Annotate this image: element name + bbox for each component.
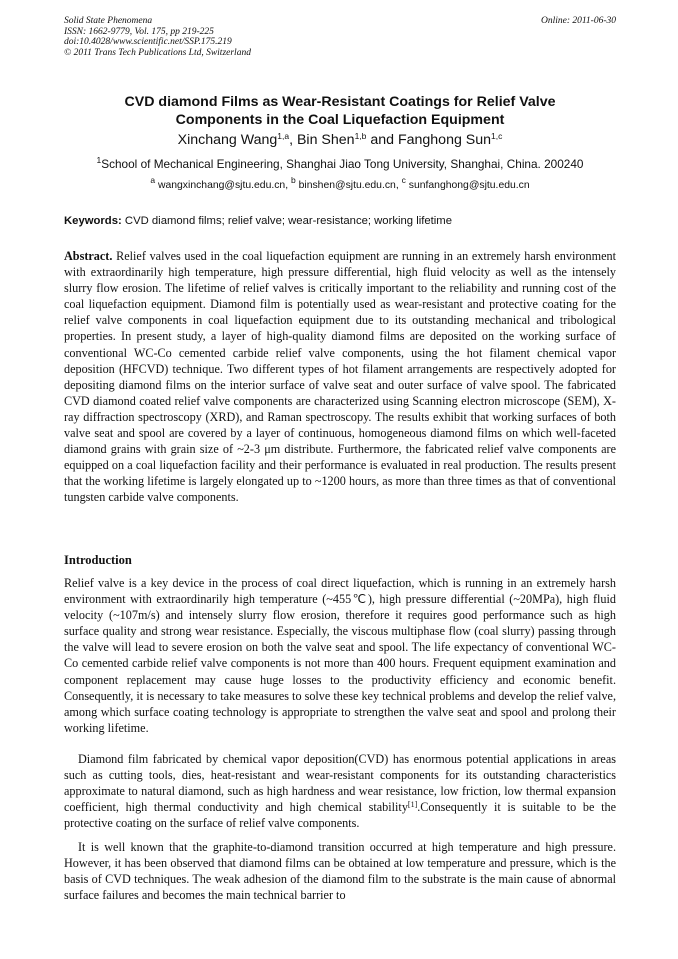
affiliation-text: School of Mechanical Engineering, Shanghai Jiao Tong University, Shanghai, China. 200240 xyxy=(101,157,584,171)
online-date: Online: 2011-06-30 xyxy=(540,16,616,26)
email-superscript: c xyxy=(401,175,406,185)
doi-line: doi:10.4028/www.scientific.net/SSP.175.219 xyxy=(64,37,232,47)
author-superscript: 1,a xyxy=(277,131,290,141)
email-separator: , xyxy=(285,180,291,191)
author-separator: , xyxy=(289,132,297,148)
abstract-paragraph xyxy=(64,248,616,506)
keywords-line xyxy=(64,214,616,229)
author-superscript: 1,b xyxy=(354,131,367,141)
title-line-1: CVD diamond Films as Wear-Resistant Coatings for Relief Valve xyxy=(124,94,556,110)
introduction-heading: Introduction xyxy=(64,553,132,567)
intro-paragraph-3: It is well known that the graphite-to-diamond transition occurred at high temperature and high pressure. However, it has been observed that diamond films can be obtained at low temperature and pressure, which is the basis of CVD techniques. The weak adhesion of the diamond film to the substrate is the main cause of abnormal surface failures and becomes the main technical barrier to xyxy=(64,840,616,903)
copyright-line: © 2011 Trans Tech Publications Ltd, Switzerland xyxy=(64,47,251,58)
citation-reference[interactable]: [1] xyxy=(407,800,418,810)
intro-paragraph-2 xyxy=(64,751,616,831)
affiliation-superscript: 1 xyxy=(96,155,102,165)
keywords-label: Keywords: xyxy=(64,215,122,227)
author-name: Fanghong Sun xyxy=(397,132,492,148)
abstract-text: Relief valves used in the coal liquefaction equipment are running in an extremely harsh environment with extraordinarily high temperature, high pressure differential, high fluid velocity as well as the intensely slurry flow erosion. The lifetime of relief valves is critically important to the reliability and running cost of the coal liquefaction equipment. Diamond film is potentially used as wear-resistant and protective coating for the relief valve components in coal liquefaction equipment due to its outstanding mechanical and tribological properties. In present study, a layer of high-quality diamond films are deposited on the working surface of conventional WC-Co cemented carbide relief valve components, using the hot filament chemical vapor deposition (HFCVD) technique. Two different types of hot filament arrangements are respectively adopted for depositing diamond films on the interior surface of valve seat and outer surface of valve spool. The fabricated CVD diamond coated relief valve components are characterized using Scanning electron microscope (SEM), X-ray diffraction spectroscopy (XRD), and Raman spectroscopy. The results exhibit that working surfaces of both valve seat and spool are covered by a layer of continuous, homogeneous diamond films on which well-faceted diamond grains with grain size of ~2-3 μm distribute. Furthermore, the fabricated relief valve components are equipped on a coal liquefaction facility and their performance is evaluated in real production. The results present that the working lifetime is largely elongated up to ~1200 hours, as more than three times as that of conventional tungsten carbide valve components. xyxy=(64,249,616,505)
email-address[interactable]: sunfanghong@sjtu.edu.cn xyxy=(408,180,530,191)
email-superscript: a xyxy=(150,175,156,185)
intro-paragraph-2-text-end: .Consequently it is suitable to be the protective coating on the surface of relief valve components. xyxy=(64,800,616,831)
intro-paragraph-1: Relief valve is a key device in the process of coal direct liquefaction, which is running in an extremely harsh environment with extraordinarily high temperature (~455℃), high pressure differential (~20MPa), high fluid velocity (~107m/s) and intensely slurry flow erosion, therefore it requires good performance such as high surface quality and strong wear resistance. Especially, the viscous multiphase flow (coal slurry) passing through the valve will lead to severe erosion on both the valve seat and spool. The life expectancy of conventional WC-Co cemented carbide relief valve components is not more than 400 hours. Frequent equipment examination and component replacement may cause huge losses to the productivity efficiency and economic benefit. Consequently, it is necessary to take measures to solve these key technical problems and develop the relief valve, among which surface coating technology is appropriate to strengthen the valve seat and spool and prolong their working lifetime. xyxy=(64,576,616,735)
author-name: Xinchang Wang xyxy=(177,132,278,148)
issn-line: ISSN: 1662-9779, Vol. 175, pp 219-225 xyxy=(64,26,214,37)
paper-title xyxy=(64,93,616,129)
email-list xyxy=(64,175,616,193)
affiliation xyxy=(64,157,616,172)
email-superscript: b xyxy=(291,175,296,185)
journal-header xyxy=(64,16,616,58)
author-superscript: 1,c xyxy=(491,131,503,141)
journal-name: Solid State Phenomena xyxy=(64,16,153,26)
abstract-label: Abstract. xyxy=(64,249,113,263)
author-list xyxy=(64,131,616,149)
email-address[interactable]: binshen@sjtu.edu.cn xyxy=(298,180,396,191)
email-address[interactable]: wangxinchang@sjtu.edu.cn xyxy=(157,180,286,191)
email-separator: , xyxy=(395,180,402,191)
title-line-2: Components in the Coal Liquefaction Equipment xyxy=(175,112,505,128)
author-name: Bin Shen xyxy=(296,132,355,148)
keywords-text: CVD diamond films; relief valve; wear-resistance; working lifetime xyxy=(124,215,452,227)
author-separator: and xyxy=(366,132,398,148)
intro-paragraph-2-text: Diamond film fabricated by chemical vapor deposition(CVD) has enormous potential applications in areas such as cutting tools, dies, heat-resistant and wear-resistant components for its outstanding characteristics approximate to natural diamond, such as high hardness and wear resistance, low friction, low thermal expansion coefficient, high thermal conductivity and high chemical stability xyxy=(64,752,616,815)
